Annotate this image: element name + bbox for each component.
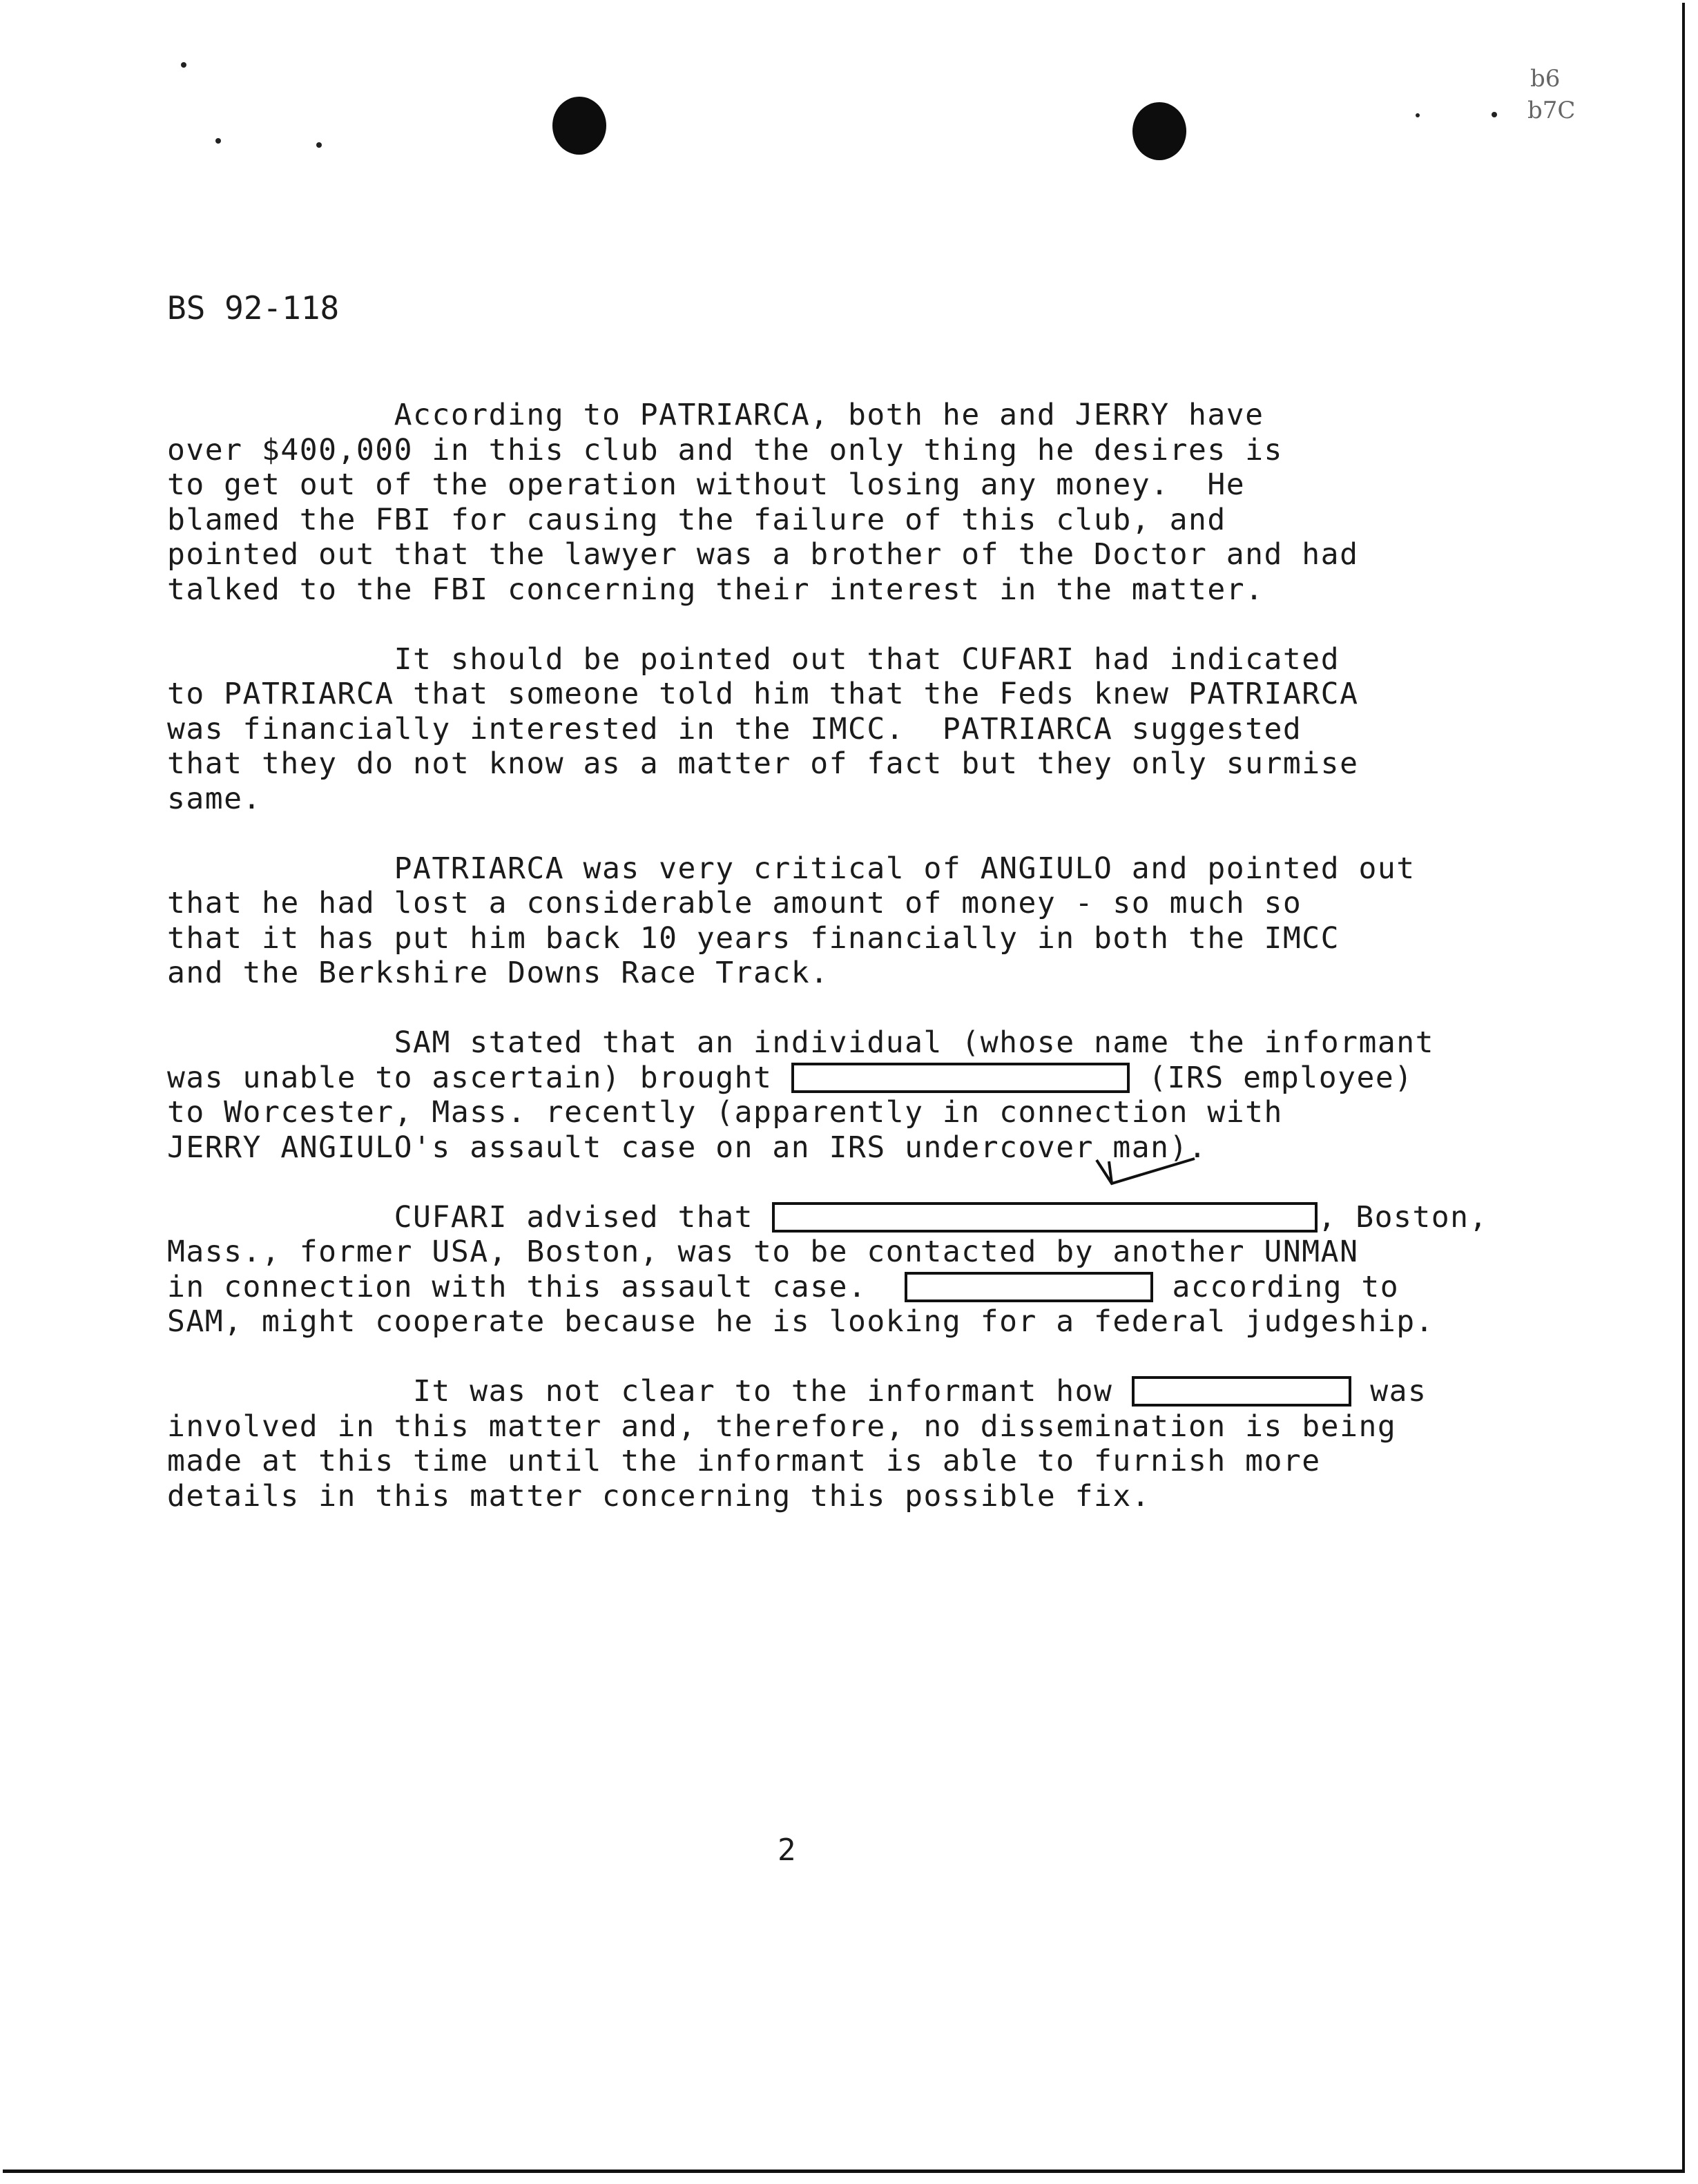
paragraph-text: according to SAM, might cooperate because he is looking for a federal judgeship. bbox=[167, 1269, 1435, 1339]
redaction-box bbox=[905, 1272, 1153, 1302]
specks bbox=[1416, 113, 1420, 117]
memo-paragraph bbox=[167, 1025, 1555, 1165]
paragraph-text: CUFARI advised that bbox=[167, 1199, 773, 1235]
memo-paragraph bbox=[167, 1374, 1555, 1514]
specks bbox=[181, 62, 186, 68]
paragraph-text: was involved in this matter and, therefore, no dissemination is being made at this time until the informant is able to furnish more details in this matter concerning this possible fix. bbox=[167, 1374, 1427, 1514]
handwritten-arrow-mark bbox=[1091, 1156, 1202, 1197]
paragraph-text: PATRIARCA was very critical of ANGIULO and pointed out that he had lost a considerable amount of money - so much so that it has put him back 10 years financially in both the IMCC and the Berkshire Downs Race Track. bbox=[167, 851, 1416, 990]
exemption-b7c: b7C bbox=[1527, 97, 1576, 124]
paragraph-text: According to PATRIARCA, both he and JERRY have over $400,000 in this club and the only thing he desires is to get out of the operation without losing any money. He blamed the FBI for causing the failure of this club, and pointed out that the lawyer was a brother of the Doctor and had talked to the FBI concerning their interest in the matter. bbox=[167, 398, 1359, 607]
memo-paragraph bbox=[167, 1200, 1555, 1340]
specks bbox=[1492, 112, 1497, 117]
exemption-b6: b6 bbox=[1530, 65, 1561, 93]
redaction-box bbox=[772, 1202, 1318, 1233]
paragraph-text: It was not clear to the informant how bbox=[167, 1374, 1132, 1409]
specks bbox=[215, 138, 221, 144]
paragraph-text: SAM stated that an individual (whose name the informant was unable to ascertain) brought bbox=[167, 1025, 1435, 1095]
specks bbox=[316, 142, 322, 148]
memo-paragraph bbox=[167, 398, 1555, 607]
punch-hole-right bbox=[1132, 102, 1186, 160]
redaction-box bbox=[1132, 1376, 1351, 1407]
memo-paragraph bbox=[167, 851, 1555, 991]
paragraph-text: (IRS employee) to Worcester, Mass. recently (apparently in connection with JERRY ANGIULO's assault case on an IRS undercover man). bbox=[167, 1060, 1414, 1165]
memo-paragraph bbox=[167, 642, 1555, 817]
redaction-box bbox=[791, 1063, 1130, 1093]
file-number: BS 92-118 bbox=[167, 289, 340, 327]
paragraph-text: , Boston, Mass., former USA, Boston, was to be contacted by another UNMAN in connection with this assault case. bbox=[167, 1199, 1488, 1304]
page-number: 2 bbox=[778, 1833, 796, 1868]
memo-body bbox=[167, 398, 1555, 1549]
punch-hole-left bbox=[552, 97, 606, 155]
paragraph-text: It should be pointed out that CUFARI had indicated to PATRIARCA that someone told him that the Feds knew PATRIARCA was financially interested in the IMCC. PATRIARCA suggested that they do not know as a matter of fact but they only surmise same. bbox=[167, 641, 1359, 816]
